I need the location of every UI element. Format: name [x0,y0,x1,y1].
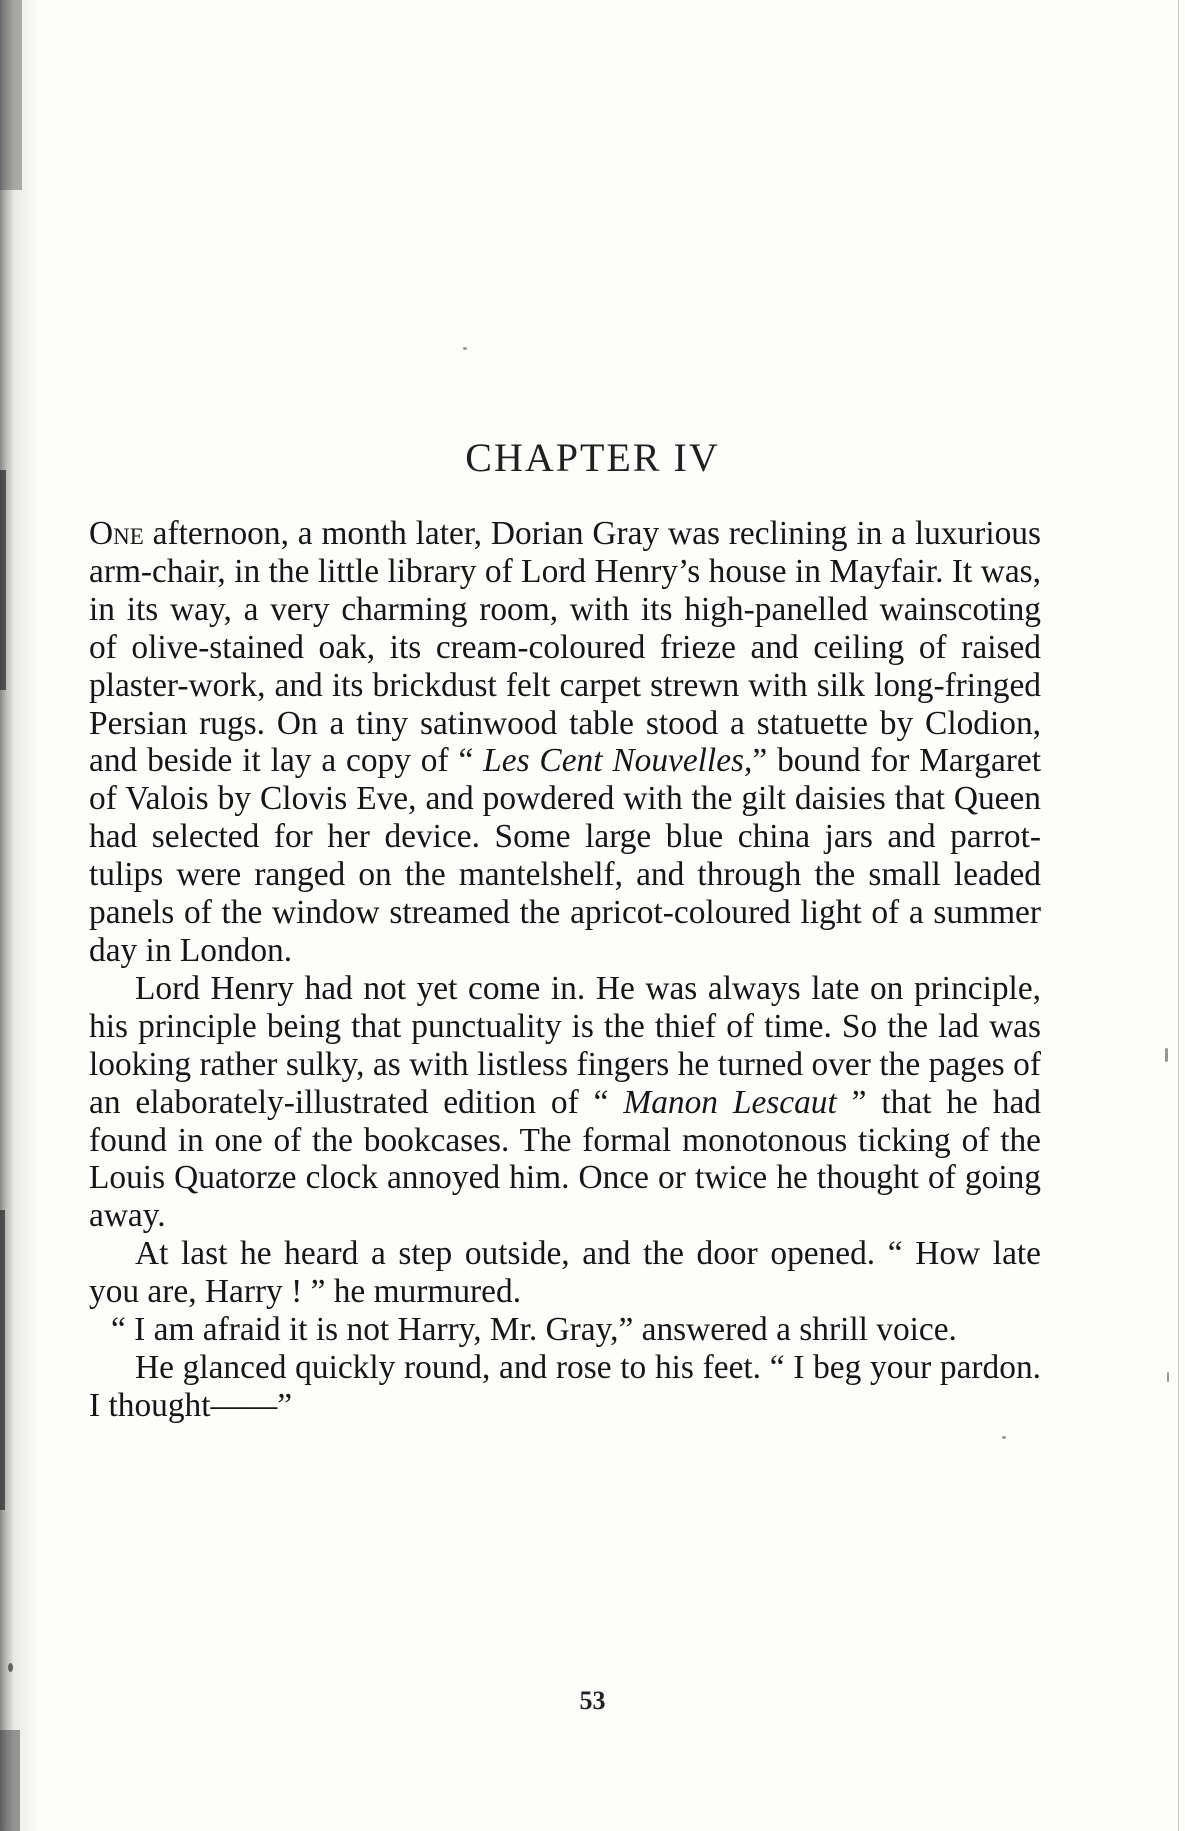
binding-mark [0,1210,5,1510]
paragraph-3 [89,1235,1041,1311]
paragraph-text: At last he heard a step outside, and the door opened. “ How late you are, Harry ! ” he murmured. [89,1235,1041,1311]
paragraph-text: ” bound for Margaret of Valois by Clovis Eve, and powdered with the gilt daisies that Queen had selected for her device. Some large blue china jars and parrot-tulips were ranged on the mantelshelf, and through the small leaded panels of the window streamed the apricot-coloured light of a summer day in London. [89,742,1041,969]
paper-speck [1167,1372,1169,1382]
lead-word: One [89,515,144,552]
body-text [89,515,1041,1425]
paper-speck [1002,1436,1006,1439]
binding-shadow [0,0,44,1831]
book-title-italic: Les Cent Nouvelles, [483,742,753,780]
paper-speck [1165,1048,1168,1062]
paragraph-text: Lord Henry had not yet come in. He was always late on principle, his principle being that punctuality is the thief of time. So the lad was looking rather sulky, as with listless fingers he turned over the pages of an elaborately-illustrated edition of “ [89,969,1041,1121]
paragraph-4 [89,1311,1041,1349]
binding-mark [0,1730,20,1831]
binding-mark [0,470,6,690]
paragraph-text: afternoon, a month later, Dorian Gray was reclining in a luxurious arm-chair, in the little library of Lord Henry’s house in Mayfair. It was, in its way, a very charming room, with its high-panelled wainscoting of olive-stained oak, its cream-coloured frieze and ceiling of raised plaster-work, and its brickdust felt carpet strewn with silk long-fringed Persian rugs. On a tiny satinwood table stood a statuette by Clodion, and beside it lay a copy of “ [89,515,1041,780]
page-edge-line [1178,0,1179,1831]
paragraph-text: ” that he had found in one of the bookcases. The formal monotonous ticking of the Louis Quatorze clock annoyed him. Once or twice he thought of going away. [89,1083,1041,1235]
paragraph-1 [89,515,1041,970]
paper-speck [8,1663,13,1672]
binding-mark [0,0,22,190]
paragraph-text: He glanced quickly round, and rose to his feet. “ I beg your pardon. I thought——” [89,1348,1041,1424]
paper-speck [463,347,467,350]
book-title-italic: Manon Lescaut [623,1083,837,1121]
paragraph-5 [89,1349,1041,1425]
chapter-title: CHAPTER IV [465,435,720,480]
paragraph-2 [89,970,1041,1235]
page-number: 53 [579,1686,606,1715]
paragraph-text: “ I am afraid it is not Harry, Mr. Gray,” answered a shrill voice. [111,1311,957,1349]
